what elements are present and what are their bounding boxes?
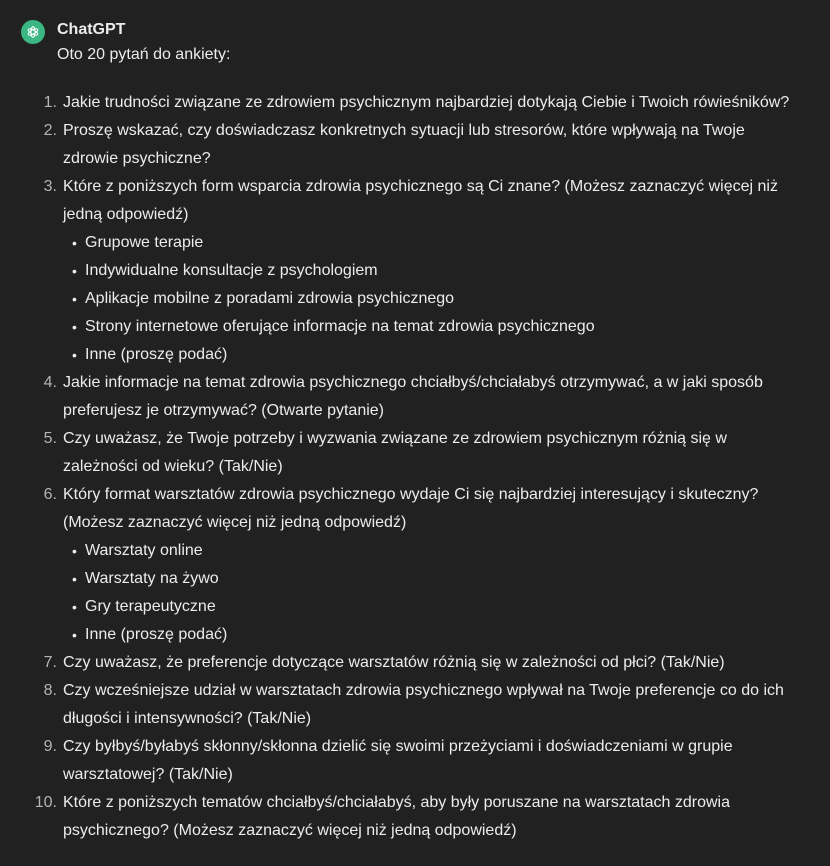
answer-option-text: Inne (proszę podać) (85, 626, 228, 643)
question-number: 4. (43, 374, 57, 391)
question-item (0, 649, 830, 677)
question-text: Czy byłbyś/byłabyś skłonny/skłonna dzielić się swoimi przeżyciami i doświadczeniami w grupie warsztatowej? (Tak/Nie) (63, 738, 733, 783)
question-number: 9. (43, 738, 57, 755)
answer-option-text: Strony internetowe oferujące informacje na temat zdrowia psychicznego (85, 318, 595, 335)
openai-logo-icon (25, 24, 41, 40)
questions-list (0, 89, 830, 845)
question-item (0, 677, 830, 733)
question-item (0, 117, 830, 173)
answer-option (63, 565, 800, 593)
answer-option (63, 593, 800, 621)
bullet-icon: • (72, 319, 77, 335)
question-number: 5. (43, 430, 57, 447)
question-item (0, 369, 830, 425)
question-text: Który format warsztatów zdrowia psychicznego wydaje Ci się najbardziej interesujący i skuteczny? (Możesz zaznaczyć więcej niż jedną odpowiedź) (63, 486, 759, 531)
answer-option-text: Warsztaty online (85, 542, 203, 559)
bullet-icon: • (72, 543, 77, 559)
bullet-icon: • (72, 263, 77, 279)
question-text: Proszę wskazać, czy doświadczasz konkretnych sytuacji lub stresorów, które wpływają na Twoje zdrowie psychiczne? (63, 122, 745, 167)
answer-option-text: Aplikacje mobilne z poradami zdrowia psychicznego (85, 290, 455, 307)
bullet-icon: • (72, 571, 77, 587)
answer-option-text: Indywidualne konsultacje z psychologiem (85, 262, 378, 279)
question-item (0, 733, 830, 789)
bullet-icon: • (72, 291, 77, 307)
bullet-icon: • (72, 235, 77, 251)
question-item (0, 89, 830, 117)
question-item (0, 425, 830, 481)
question-text: Które z poniższych form wsparcia zdrowia psychicznego są Ci znane? (Możesz zaznaczyć więcej niż jedną odpowiedź) (63, 178, 778, 223)
bullet-icon: • (72, 347, 77, 363)
question-text: Które z poniższych tematów chciałbyś/chciałabyś, aby były poruszane na warsztatach zdrowia psychicznego? (Możesz zaznaczyć więcej niż jedną odpowiedź) (63, 794, 730, 839)
question-number: 6. (43, 486, 57, 503)
question-text: Czy uważasz, że preferencje dotyczące warsztatów różnią się w zależności od płci? (Tak/Nie) (63, 654, 725, 671)
bullet-icon: • (72, 627, 77, 643)
question-text: Jakie trudności związane ze zdrowiem psychicznym najbardziej dotykają Ciebie i Twoich rówieśników? (63, 94, 790, 111)
answer-option (63, 313, 800, 341)
question-item (0, 173, 830, 369)
answer-option (63, 285, 800, 313)
question-number: 10. (34, 794, 57, 811)
answer-option-text: Gry terapeutyczne (85, 598, 216, 615)
question-number: 7. (43, 654, 57, 671)
answer-option-text: Grupowe terapie (85, 234, 204, 251)
question-text: Jakie informacje na temat zdrowia psychicznego chciałbyś/chciałabyś otrzymywać, a w jaki sposób preferujesz je otrzymywać? (Otwarte pytanie) (63, 374, 763, 419)
answer-options-list (63, 229, 800, 369)
answer-option-text: Inne (proszę podać) (85, 346, 228, 363)
answer-options-list (63, 537, 800, 649)
question-item (0, 789, 830, 845)
answer-option (63, 257, 800, 285)
answer-option (63, 341, 800, 369)
question-text: Czy wcześniejsze udział w warsztatach zdrowia psychicznego wpływał na Twoje preferencje co do ich długości i intensywności? (Tak/Nie) (63, 682, 784, 727)
question-item (0, 481, 830, 649)
answer-option (63, 621, 800, 649)
question-text: Czy uważasz, że Twoje potrzeby i wyzwania związane ze zdrowiem psychicznym różnią się w zależności od wieku? (Tak/Nie) (63, 430, 727, 475)
answer-option-text: Warsztaty na żywo (85, 570, 219, 587)
message-author: ChatGPT (57, 21, 126, 38)
bullet-icon: • (72, 599, 77, 615)
answer-option (63, 229, 800, 257)
answer-option (63, 537, 800, 565)
question-number: 1. (43, 94, 57, 111)
avatar (21, 20, 45, 44)
question-number: 2. (43, 122, 57, 139)
question-number: 8. (43, 682, 57, 699)
message-intro: Oto 20 pytań do ankiety: (57, 46, 231, 63)
question-number: 3. (43, 178, 57, 195)
